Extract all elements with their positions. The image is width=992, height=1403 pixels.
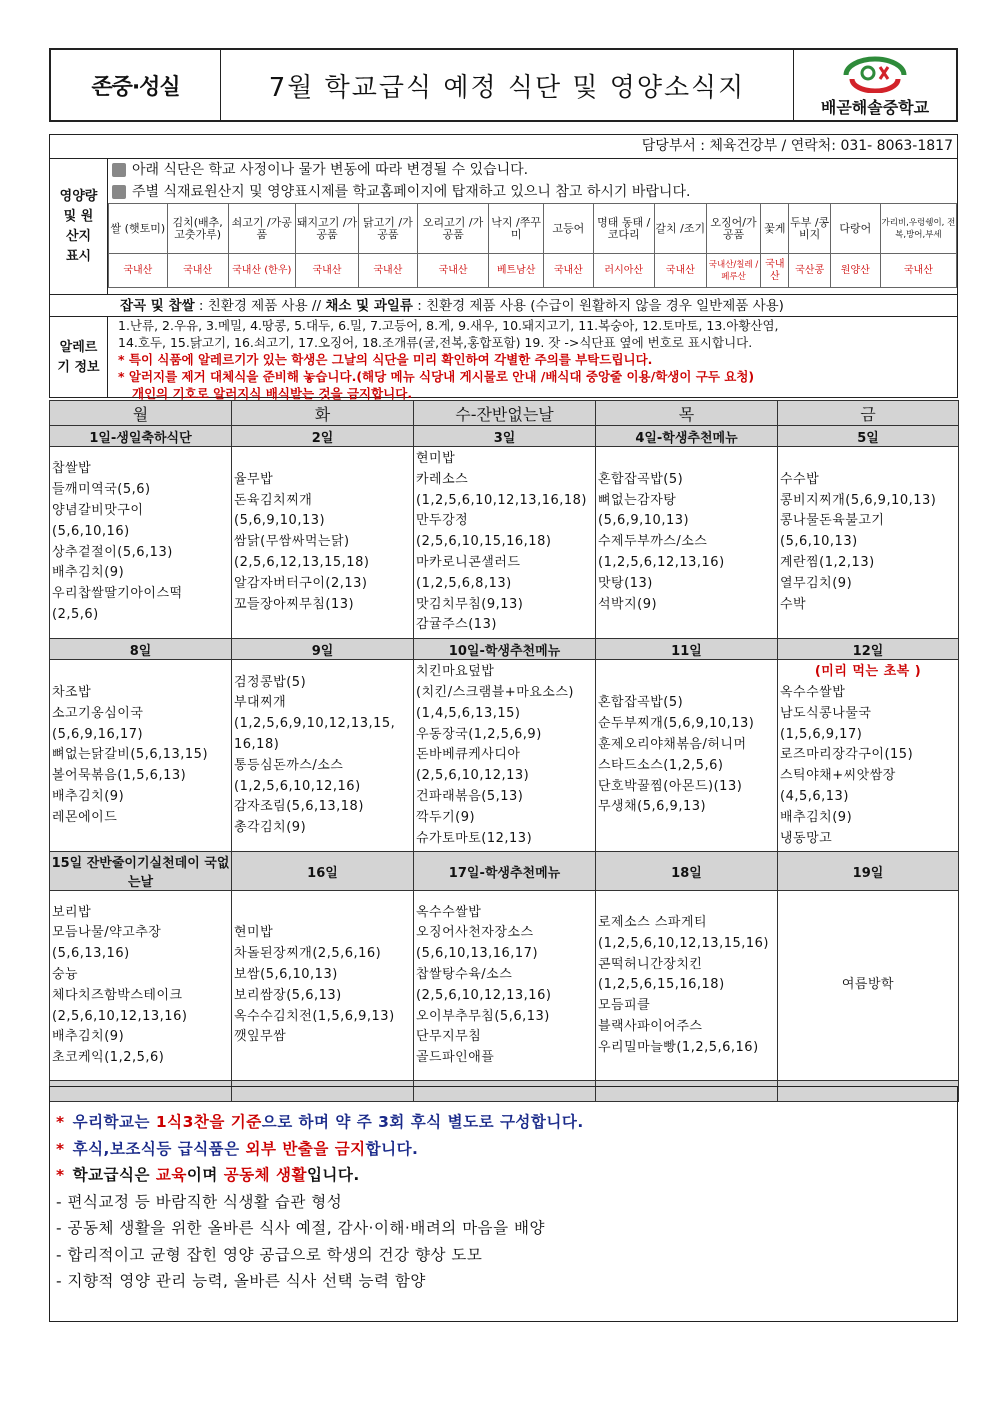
menu-item: 수박: [780, 596, 807, 612]
menu-item: 차돌된장찌개(2,5,6,16): [234, 946, 382, 962]
note-emphasis: 외부 반출을 금지: [245, 1139, 366, 1158]
menu-item: 뼈없는닭갈비(5,6,13,15): [52, 747, 209, 763]
menu-item: 꼬들장아찌무침(13): [234, 596, 355, 612]
menu-item: 볼어묵볶음(1,5,6,13): [52, 768, 187, 784]
menu-item: 무생채(5,6,9,13): [598, 799, 707, 815]
date-cell: 2일: [232, 426, 414, 447]
origin-country-7: 국내산: [543, 254, 593, 288]
origin-country-13: 원양산: [830, 254, 880, 288]
origin-country-14: 국내산: [880, 254, 956, 288]
menu-item: 스틱야채+씨앗쌈장: [780, 768, 896, 784]
menu-item: 초코케익(1,2,5,6): [52, 1050, 165, 1066]
menu-item: 통등심돈까스/소스: [234, 757, 344, 773]
menu-item: (1,5,6,9,17): [780, 726, 863, 742]
notice-text: 주별 식재료원산지 및 영양표시제를 학교홈페이지에 탑재하고 있으니 참고 하시기 바랍니다.: [132, 184, 691, 200]
menu-item: 감귤주스(13): [416, 617, 497, 633]
menu-item: 단무지무침: [416, 1029, 482, 1045]
menu-item: 블랙사파이어주스: [598, 1019, 703, 1035]
menu-cell: [596, 447, 778, 639]
menu-item: (2,5,6,12,13,15,18): [234, 554, 370, 570]
menu-cell: [414, 660, 596, 852]
origin-item-8: 명태 동태 /코다리: [593, 204, 654, 254]
menu-item: (2,5,6): [52, 606, 99, 622]
menu-item: 돈육김치찌개: [234, 492, 313, 508]
menu-table: [49, 400, 959, 1102]
menu-item: (2,5,6,10,12,13): [416, 768, 530, 784]
menu-item: 콩비지찌개(5,6,9,10,13): [780, 492, 937, 508]
menu-item: 맛탕(13): [598, 575, 653, 591]
menu-item: 우리찹쌀딸기아이스떡: [52, 586, 183, 602]
origin-country-1: 국내산: [167, 254, 228, 288]
menu-item: 모듬피클: [598, 998, 651, 1014]
menu-item: 옥수수쌀밥: [416, 904, 482, 920]
date-cell: 19일: [778, 852, 959, 891]
origin-country-2: 국내산 (한우): [228, 254, 295, 288]
menu-item: 감자조림(5,6,13,18): [234, 799, 364, 815]
menu-item: 골드파인애플: [416, 1050, 495, 1066]
note-text: 은: [134, 1166, 156, 1184]
origin-item-6: 낙지 /쭈꾸미: [489, 204, 543, 254]
origin-country-0: 국내산: [109, 254, 168, 288]
menu-item: 냉동망고: [780, 830, 833, 846]
menu-row: [50, 660, 959, 852]
vegetable-text: : 친환경 제품 사용 (수급이 원활하지 않을 경우 일반제품 사용): [417, 298, 784, 314]
origin-item-12: 두부 /콩비지: [789, 204, 830, 254]
menu-item: 오징어사천자장소스: [416, 925, 534, 941]
menu-cell: [778, 891, 959, 1081]
date-cell: 18일: [596, 852, 778, 891]
origin-item-13: 다랑어: [830, 204, 880, 254]
menu-item: 슈가토마토(12,13): [416, 830, 533, 846]
contact-line: 담당부서 : 체육건강부 / 연락처: 031- 8063-1817: [50, 135, 957, 159]
date-cell: 9일: [232, 639, 414, 660]
school-emblem-icon: [840, 53, 910, 93]
menu-item: (1,4,5,6,13,15): [416, 705, 521, 721]
menu-item: 순두부찌개(5,6,9,10,13): [598, 716, 755, 732]
school-motto: 존중·성실: [51, 50, 221, 120]
menu-item: 모듬나물/약고추장: [52, 925, 162, 941]
notice-line: [108, 159, 957, 181]
menu-item: 체다치즈함박스테이크: [52, 987, 183, 1003]
date-cell: 10일-학생추천메뉴: [414, 639, 596, 660]
menu-item: 옥수수쌀밥: [780, 684, 846, 700]
menu-item: 맛김치무침(9,13): [416, 596, 524, 612]
weekday-fri: 금: [778, 401, 959, 426]
date-cell: 15일 잔반줄이기실천데이 국없는날: [50, 852, 232, 891]
menu-cell: [778, 447, 959, 639]
menu-item: 보쌈(5,6,10,13): [234, 967, 338, 983]
notice-text: 아래 식단은 학교 사정이나 물가 변동에 따라 변경될 수 있습니다.: [132, 162, 529, 178]
menu-item: 차조밥: [52, 684, 92, 700]
allergy-warning: * 알러지를 제거 대체식을 준비해 놓습니다.(해당 메뉴 식당내 게시물로 안내 /배식대 중앙줄 이용/학생이 구두 요청): [118, 369, 755, 384]
note-text: 으로 하며 약 주 3회 후식 별도로 구성합니다.: [261, 1113, 584, 1131]
menu-item: (치킨/스크램블+마요소스): [416, 684, 574, 700]
menu-item: 배추김치(9): [780, 809, 853, 825]
note-line-3: [56, 1162, 957, 1189]
menu-item: 수제두부까스/소스: [598, 534, 708, 550]
menu-item: 소고기옹심이국: [52, 705, 144, 721]
grains-label: 잡곡 및 찹쌀: [120, 298, 195, 314]
cube-icon: [112, 163, 126, 177]
menu-item: 찹쌀탕수육/소스: [416, 967, 513, 983]
menu-item: 보리밥: [52, 904, 92, 920]
menu-item: (2,5,6,10,15,16,18): [416, 534, 552, 550]
origin-label-text: 영양량 및 원산지 표시: [59, 188, 98, 264]
origin-item-3: 돼지고기 /가공품: [295, 204, 358, 254]
weekday-tue: 화: [232, 401, 414, 426]
menu-item: 만두강정: [416, 513, 469, 529]
menu-item: 뼈없는감자탕: [598, 492, 677, 508]
menu-item: 배추김치(9): [52, 788, 125, 804]
menu-item: 혼합잡곡밥(5): [598, 471, 684, 487]
menu-item: (5,6,9,16,17): [52, 726, 144, 742]
asterisk-icon: *: [56, 1139, 65, 1158]
menu-item: 수수밥: [780, 471, 820, 487]
menu-item: 여름방학: [841, 977, 895, 993]
menu-item: 16,18): [234, 736, 280, 752]
menu-item: 레몬에이드: [52, 809, 118, 825]
bullet-line: - 편식교정 등 바람직한 식생활 습관 형성: [56, 1192, 343, 1211]
menu-item: (1,2,5,6,8,13): [416, 575, 512, 591]
note-text: 우리학교는: [72, 1113, 156, 1131]
note-emphasis: 공동체 생활: [223, 1166, 307, 1184]
date-cell: 16일: [232, 852, 414, 891]
menu-item: 우동장국(1,2,5,6,9): [416, 726, 542, 742]
menu-item: 석박지(9): [598, 596, 658, 612]
origin-country-5: 국내산: [417, 254, 489, 288]
menu-item: (1,2,5,6,9,10,12,13,15,: [234, 716, 396, 732]
origin-main: [108, 159, 957, 294]
menu-item: 스타드소스(1,2,5,6): [598, 757, 724, 773]
menu-cell: [50, 891, 232, 1081]
menu-item: (4,5,6,13): [780, 788, 849, 804]
note-text: 이며: [186, 1166, 224, 1184]
menu-item: (5,6,13,16): [52, 946, 130, 962]
menu-cell: [596, 891, 778, 1081]
menu-item: 옥수수김치전(1,5,6,9,13): [234, 1008, 395, 1024]
date-cell: 11일: [596, 639, 778, 660]
origin-country-3: 국내산: [295, 254, 358, 288]
origin-item-14: 가리비,우렁쉥이, 전복,방어,부세: [880, 204, 956, 254]
menu-item: 혼합잡곡밥(5): [598, 695, 684, 711]
menu-row: [50, 891, 959, 1081]
menu-item: 계란찜(1,2,13): [780, 554, 875, 570]
page-title: 7월 학교급식 예정 식단 및 영양소식지: [221, 50, 794, 120]
menu-item: 현미밥: [234, 925, 274, 941]
menu-item: 콩나물돈육불고기: [780, 513, 885, 529]
menu-item: 훈제오리야채볶음/허니머: [598, 736, 747, 752]
menu-item: (5,6,9,10,13): [234, 513, 326, 529]
menu-item: 깍두기(9): [416, 809, 476, 825]
origin-label: [50, 159, 108, 294]
menu-item: (5,6,10,16): [52, 523, 130, 539]
date-cell: 1일-생일축하식단: [50, 426, 232, 447]
origin-country-12: 국산콩: [789, 254, 830, 288]
allergy-warning: 개인의 기호로 알러지식 배식받는 것을 금지합니다.: [132, 386, 413, 401]
origin-item-7: 고등어: [543, 204, 593, 254]
menu-cell: [50, 660, 232, 852]
bullet-line: - 지향적 영양 관리 능력, 올바른 식사 선택 능력 함양: [56, 1272, 426, 1290]
cube-icon: [112, 185, 126, 199]
menu-item: 검정콩밥(5): [234, 674, 307, 690]
menu-item: 쌈닭(무쌈싸먹는닭): [234, 534, 350, 550]
allergy-label: [50, 317, 108, 398]
menu-item: 숭늉: [52, 967, 79, 983]
asterisk-icon: *: [56, 1166, 65, 1184]
menu-item: 오이부추무침(5,6,13): [416, 1008, 550, 1024]
grains-line: [50, 295, 957, 317]
weekday-thu: 목: [596, 401, 778, 426]
menu-item: (1,2,5,6,15,16,18): [598, 977, 725, 993]
date-cell: 12일: [778, 639, 959, 660]
menu-cell: [596, 660, 778, 852]
menu-cell: [414, 891, 596, 1081]
menu-item: 건파래볶음(5,13): [416, 788, 524, 804]
menu-item: 양념갈비맛구이: [52, 502, 144, 518]
menu-item: (1,2,5,6,10,12,13,16,18): [416, 492, 587, 508]
origin-item-9: 갈치 /조기: [654, 204, 706, 254]
date-cell: 4일-학생추천메뉴: [596, 426, 778, 447]
note-text: 후식,보조식등 급식품은: [72, 1139, 246, 1158]
bullet-line: - 공동체 생활을 위한 올바른 식사 예절, 감사·이해·배려의 마음을 배양: [56, 1219, 545, 1237]
menu-item: 열무김치(9): [780, 575, 853, 591]
menu-item: 단호박꿀찜(아몬드)(13): [598, 778, 743, 794]
note-emphasis: 1식3찬을 기준: [155, 1113, 262, 1131]
note-emphasis: 교육: [155, 1166, 187, 1184]
menu-row: [50, 447, 959, 639]
origin-country-6: 베트남산: [489, 254, 543, 288]
grains-text: : 친환경 제품 사용 //: [198, 298, 322, 314]
asterisk-icon: *: [56, 1113, 65, 1131]
note-text: 학교급식: [72, 1166, 135, 1184]
menu-item: 상추겉절이(5,6,13): [52, 544, 173, 560]
menu-item: 배추김치(9): [52, 1029, 125, 1045]
menu-item: (미리 먹는 초복 ): [814, 664, 922, 680]
origin-table: [108, 203, 957, 288]
menu-cell: [778, 660, 959, 852]
menu-cell: [50, 447, 232, 639]
menu-cell: [232, 660, 414, 852]
menu-item: 우리밀마늘빵(1,2,5,6,16): [598, 1039, 759, 1055]
menu-item: 율무밥: [234, 471, 274, 487]
menu-item: 로즈마리장각구이(15): [780, 747, 914, 763]
notice-line: [108, 181, 957, 203]
vegetable-label: 채소 및 과일류: [325, 298, 413, 314]
menu-item: (5,6,10,13,16,17): [416, 946, 539, 962]
bottom-notes: [49, 1086, 958, 1322]
menu-item: (2,5,6,10,12,13,16): [52, 1008, 188, 1024]
menu-item: 찹쌀밥: [52, 461, 92, 477]
note-line-2: [56, 1136, 957, 1163]
date-header-row: [50, 639, 959, 660]
allergy-label-text: 알레르기 정보: [57, 339, 100, 375]
origin-country-9: 국내산: [654, 254, 706, 288]
allergy-line: 1.난류, 2.우유, 3.메밀, 4.땅콩, 5.대두, 6.밀, 7.고등어, 8.게, 9.새우, 10.돼지고기, 11.복숭아, 12.토마토, 13.아황산염,: [118, 318, 779, 333]
date-header-row: [50, 852, 959, 891]
note-text: 합니다.: [365, 1139, 419, 1158]
origin-country-8: 러시아산: [593, 254, 654, 288]
note-line-1: [56, 1109, 957, 1136]
menu-item: (5,6,10,13): [780, 534, 858, 550]
origin-item-4: 닭고기 /가공품: [359, 204, 418, 254]
origin-country-10: 국내산/칠레 /페루산: [706, 254, 760, 288]
menu-item: 마카로니콘샐러드: [416, 554, 521, 570]
date-cell: 5일: [778, 426, 959, 447]
info-panel: [49, 134, 958, 401]
menu-item: 로제소스 스파게티: [598, 915, 708, 931]
menu-cell: [414, 447, 596, 639]
menu-item: 총각김치(9): [234, 820, 307, 836]
menu-item: 깻잎무쌈: [234, 1029, 287, 1045]
origin-item-2: 쇠고기 /가공품: [228, 204, 295, 254]
menu-cell: [232, 891, 414, 1081]
origin-country-4: 국내산: [359, 254, 418, 288]
date-cell: 17일-학생추천메뉴: [414, 852, 596, 891]
menu-item: 남도식콩나물국: [780, 705, 872, 721]
origin-country-11: 국내산: [761, 254, 789, 288]
allergy-warning: * 특이 식품에 알레르기가 있는 학생은 그날의 식단을 미리 확인하여 각별한 주의를 부탁드립니다.: [118, 352, 653, 367]
menu-item: 배추김치(9): [52, 565, 125, 581]
menu-item: 알감자버터구이(2,13): [234, 575, 368, 591]
origin-item-11: 꽃게: [761, 204, 789, 254]
allergy-line: 14.호두, 15.닭고기, 16.쇠고기, 17.오징어, 18.조개류(굴,전복,홍합포함) 19. 잣 ->식단표 옆에 번호로 표시합니다.: [118, 335, 753, 350]
note-text: 입니다.: [306, 1166, 360, 1184]
weekday-header-row: [50, 401, 959, 426]
menu-item: 들깨미역국(5,6): [52, 482, 151, 498]
menu-item: (1,2,5,6,10,12,13,15,16): [598, 935, 769, 951]
origin-item-1: 김치(배추, 고춧가루): [167, 204, 228, 254]
menu-item: 카레소스: [416, 471, 469, 487]
menu-item: 현미밥: [416, 451, 456, 466]
school-logo: [794, 50, 956, 120]
school-name: 배곧해솔중학교: [820, 97, 930, 117]
menu-cell: [232, 447, 414, 639]
menu-item: 보리쌈장(5,6,13): [234, 987, 342, 1003]
date-header-row: [50, 426, 959, 447]
menu-item: 부대찌개: [234, 695, 287, 711]
menu-item: 돈바베큐케사디아: [416, 747, 521, 763]
date-cell: 3일: [414, 426, 596, 447]
origin-item-0: 쌀 (햇토미): [109, 204, 168, 254]
menu-item: (1,2,5,6,10,12,16): [234, 778, 361, 794]
menu-item: (1,2,5,6,12,13,16): [598, 554, 725, 570]
menu-item: (5,6,9,10,13): [598, 513, 690, 529]
weekday-mon: 월: [50, 401, 232, 426]
menu-item: 콘떡허니간장치킨: [598, 956, 703, 972]
weekday-wed: 수-잔반없는날: [414, 401, 596, 426]
date-cell: 8일: [50, 639, 232, 660]
menu-item: 치킨마요덮밥: [416, 664, 495, 680]
origin-section: [50, 159, 957, 295]
bullet-line: - 합리적이고 균형 잡힌 영양 공급으로 학생의 건강 향상 도모: [56, 1245, 483, 1264]
origin-item-10: 오징어/가공품: [706, 204, 760, 254]
allergy-text: [108, 317, 957, 401]
origin-item-5: 오리고기 /가공품: [417, 204, 489, 254]
menu-item: (2,5,6,10,12,13,16): [416, 987, 552, 1003]
allergy-section: [50, 317, 957, 401]
document-header: [49, 48, 958, 122]
